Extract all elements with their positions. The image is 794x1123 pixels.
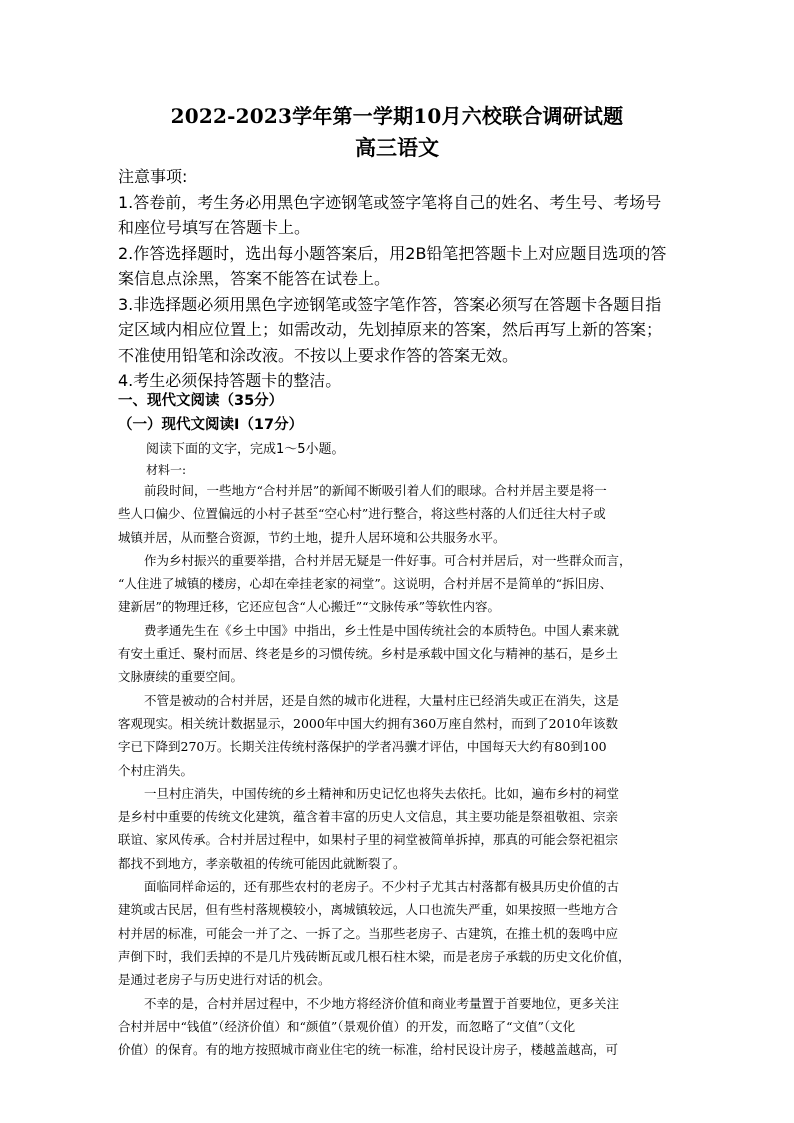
- section-heading: 一、现代文阅读（35分）: [118, 393, 284, 409]
- passage-line: 费孝通先生在《乡土中国》中指出，乡土性是中国传统社会的本质特色。中国人素来就: [144, 622, 620, 638]
- subsection-heading: （一）现代文阅读Ⅰ（17分）: [118, 417, 304, 433]
- passage-line: 村并居的标准，可能会一并了之、一拆了之。当那些老房子、古建筑，在推土机的轰鸣中应: [118, 925, 619, 941]
- passage-line: 些人口偏少、位置偏远的小村子甚至“空心村”进行整合，将这些村落的人们迁往大村子或: [118, 506, 606, 522]
- passage-line: “人住进了城镇的楼房，心却在牵挂老家的祠堂”。这说明，合村并居不是简单的“拆旧房、: [118, 576, 613, 592]
- passage-line: 城镇并居，从而整合资源，节约土地，提升人居环境和公共服务水平。: [118, 529, 506, 545]
- passage-line: 一旦村庄消失，中国传统的乡土精神和历史记忆也将失去依托。比如，遍布乡村的祠堂: [144, 785, 620, 801]
- passage-line: 面临同样命运的，还有那些农村的老房子。不少村子尤其古村落都有极具历史价值的古: [144, 879, 620, 895]
- exam-subject: 高三语文: [355, 135, 439, 160]
- passage-line: 价值）的保育。有的地方按照城市商业住宅的统一标准，给村民设计房子，楼越盖越高，可: [118, 1042, 619, 1058]
- passage-line: 前段时间，一些地方“合村并居”的新闻不断吸引着人们的眼球。合村并居主要是将一: [144, 483, 607, 498]
- notice-line: 案信息点涂黑，答案不能答在试卷上。: [118, 269, 391, 288]
- passage-line: 个村庄消失。: [118, 762, 194, 778]
- notice-line: 2.作答选择题时，选出每小题答案后，用2B铅笔把答题卡上对应题目选项的答: [118, 243, 667, 263]
- exam-title: 2022-2023学年第一学期10月六校联合调研试题: [170, 104, 624, 128]
- material-label: 材料一:: [146, 463, 187, 477]
- notice-line: 定区域内相应位置上；如需改动，先划掉原来的答案，然后再写上新的答案；: [118, 320, 663, 339]
- passage-line: 建筑或古民居，但有些村落规模较小，离城镇较远，人口也流失严重，如果按照一些地方合: [118, 902, 619, 918]
- passage-text: [118, 479, 678, 1061]
- passage-line: 字已下降到270万。长期关注传统村落保护的学者冯骥才评估，中国每天大约有80到100: [118, 739, 607, 755]
- notice-block: [118, 164, 688, 394]
- reading-instruction: 阅读下面的文字，完成1～5小题。: [146, 442, 345, 457]
- notice-line: 3.非选择题必须用黑色字迹钢笔或签字笔作答，答案必须写在答题卡各题目指: [118, 294, 662, 314]
- passage-line: 是乡村中重要的传统文化建筑，蕴含着丰富的历史人文信息，其主要功能是祭祖敬祖、宗亲: [118, 809, 619, 825]
- passage-line: 合村并居中“钱值”（经济价值）和“颜值”（景观价值）的开发，而忽略了“文值”（文化: [118, 1018, 576, 1034]
- notice-line: 4.考生必须保持答题卡的整洁。: [118, 371, 342, 390]
- passage-line: 客观现实。相关统计数据显示，2000年中国大约拥有360万座自然村，而到了2010年该数: [118, 715, 618, 731]
- passage-line: 都找不到地方，孝亲敬祖的传统可能因此就断裂了。: [118, 855, 406, 871]
- passage-line: 声倒下时，我们丢掉的不是几片残砖断瓦或几根石柱木梁，而是老房子承载的历史文化价值，: [118, 948, 631, 964]
- passage-line: 不幸的是，合村并居过程中，不少地方将经济价值和商业考量置于首要地位，更多关注: [144, 995, 620, 1011]
- passage-line: 建新居”的物理迁移，它还应包含“人心搬迁”“文脉传承”等软性内容。: [118, 599, 500, 615]
- passage-line: 文脉赓续的重要空间。: [118, 669, 244, 685]
- passage-line: 有安土重迁、聚村而居、终老是乡的习惯传统。乡村是承载中国文化与精神的基石，是乡土: [118, 646, 619, 662]
- passage-line: 作为乡村振兴的重要举措，合村并居无疑是一件好事。可合村并居后，对一些群众而言，: [144, 552, 632, 568]
- passage-line: 是通过老房子与历史进行对话的机会。: [118, 972, 331, 988]
- notice-heading: 注意事项:: [118, 167, 188, 186]
- passage-line: 联谊、家风传承。合村并居过程中，如果村子里的祠堂被简单拆掉，那真的可能会祭祀祖宗: [118, 832, 619, 848]
- notice-line: 1.答卷前，考生务必用黑色字迹钢笔或签字笔将自己的姓名、考生号、考场号: [118, 192, 662, 212]
- passage-line: 不管是被动的合村并居，还是自然的城市化进程，大量村庄已经消失或正在消失，这是: [144, 692, 620, 708]
- notice-line: 和座位号填写在答题卡上。: [118, 218, 311, 237]
- notice-line: 不准使用铅笔和涂改液。不按以上要求作答的答案无效。: [118, 345, 519, 365]
